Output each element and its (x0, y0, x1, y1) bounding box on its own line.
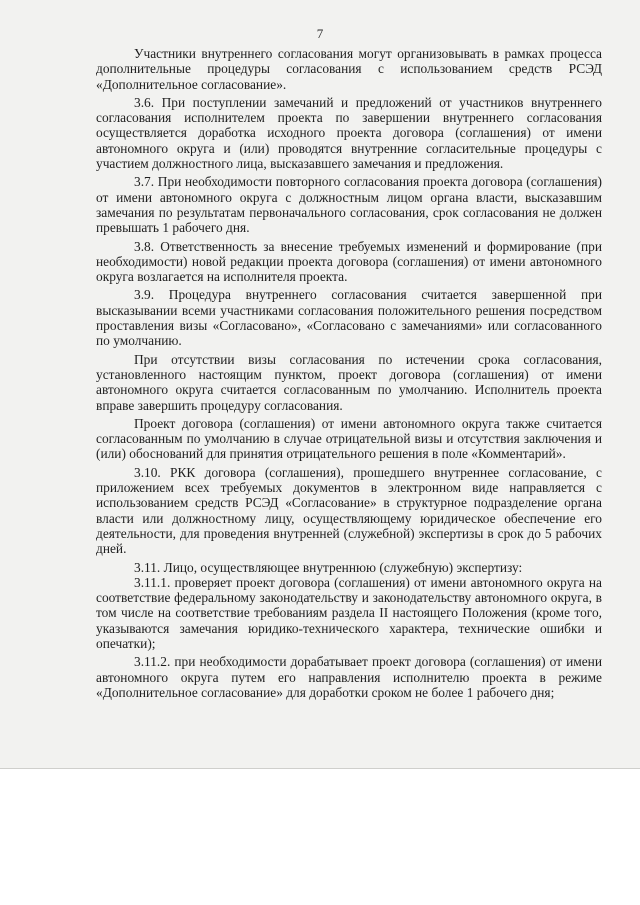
paragraph-intro: Участники внутреннего согласования могут организовывать в рамках процесса дополнительные процедуры согласования с использованием средств РСЭД «Дополнительное согласование». (96, 46, 602, 92)
page-number: 7 (316, 26, 324, 41)
paragraph-3-11-2: 3.11.2. при необходимости дорабатывает проект договора (соглашения) от имени автономного округа путем его направления исполнителю проекта в режиме «Дополнительное согласование» для доработки сроком не более 1 рабочего дня; (96, 654, 602, 700)
paragraph-3-9: 3.9. Процедура внутреннего согласования считается завершенной при высказывании всеми участниками согласования положительного решения посредством проставления визы «Согласовано», «Согласовано с замечаниями» или согласованного по умолчанию. (96, 287, 602, 349)
paragraph-3-8: 3.8. Ответственность за внесение требуемых изменений и формирование (при необходимости) новой редакции проекта договора (соглашения) от имени автономного округа возлагается на исполнителя проекта. (96, 238, 602, 285)
paragraph-3-7: 3.7. При необходимости повторного согласования проекта договора (соглашения) от имени автономного округа с должностным лицом органа власти, высказавшим замечания по результатам первоначального согласования, срок согласования не должен превышать 1 рабочего дня. (96, 174, 602, 236)
paragraph-default-approval: Проект договора (соглашения) от имени автономного округа также считается согласованным по умолчанию в случае отрицательной визы и отсутствия заключения и (или) обоснований для принятия отрицательного решения в поле «Комментарий». (96, 415, 602, 462)
paragraph-3-11-1: 3.11.1. проверяет проект договора (соглашения) от имени автономного округа на соответствие федеральному законодательству и законодательству автономного округа, в том числе на соответствие требованиям раздела II настоящего Положения (кроме того, указываются замечания юридико-технического характера, технические ошибки и опечатки); (96, 574, 602, 651)
paragraph-no-visa: При отсутствии визы согласования по истечении срока согласования, установленного настоящим пунктом, проект договора (соглашения) от имени автономного округа считается согласованным по умолчанию. Исполнитель проекта вправе завершить процедуру согласования. (96, 351, 602, 413)
paragraph-3-10: 3.10. РКК договора (соглашения), прошедшего внутреннее согласование, с приложением всех требуемых документов в электронном виде направляется с использованием средств РСЭД «Согласование» в структурное подразделение органа власти или должностному лицу, осуществляющему юридическое обеспечение его деятельности, для проведения внутренней (служебной) экспертизы в срок до 5 рабочих дней. (96, 464, 602, 557)
paragraph-3-6: 3.6. При поступлении замечаний и предложений от участников внутреннего согласования исполнителем проекта по завершении внутреннего согласования осуществляется доработка исходного проекта договора (соглашения) от имени автономного округа и (или) проводятся внутренние согласительные процедуры с участием должностного лица, высказавшего замечания и предложения. (96, 94, 602, 172)
paragraph-3-11: 3.11. Лицо, осуществляющее внутреннюю (служебную) экспертизу: (134, 559, 523, 575)
document-body (96, 46, 602, 703)
